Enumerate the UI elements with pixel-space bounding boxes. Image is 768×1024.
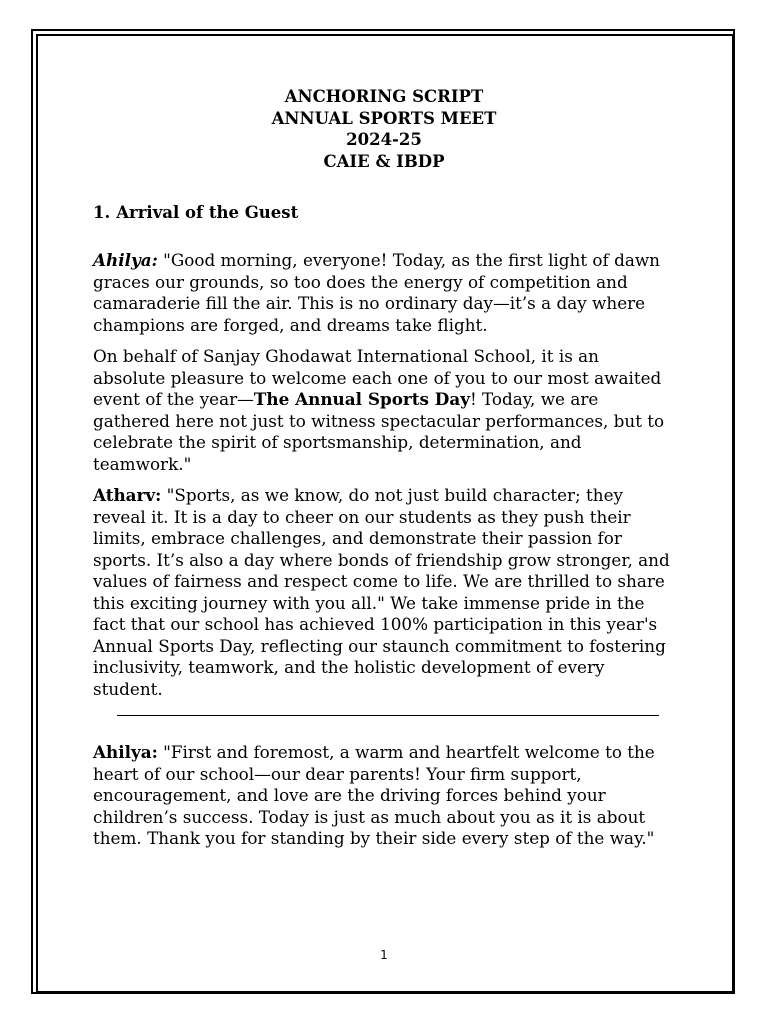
section-title: Arrival of the Guest [116, 203, 299, 222]
speaker-label: Ahilya: [93, 742, 158, 762]
document-header [93, 86, 675, 172]
speaker-label: Atharv: [93, 485, 162, 505]
event-name-bold: The Annual Sports Day [253, 389, 470, 409]
header-event: ANNUAL SPORTS MEET [271, 108, 497, 128]
paragraph-text: "First and foremost, a warm and heartfelt welcome to the heart of our school—our dear parents! Your firm support, encouragement, and love are the driving forces behind your children’s success. Today is just as much about you as it is about them. Thank you for standing by their side every step of the way." [93, 742, 655, 848]
document-page [93, 86, 675, 850]
header-board: CAIE & IBDP [323, 151, 445, 171]
paragraph-text: "Sports, as we know, do not just build character; they reveal it. It is a day to cheer on our students as they push their limits, embrace challenges, and demonstrate their passion for sports. It’s also a day where bonds of friendship grow stronger, and values of fairness and respect come to life. We are thrilled to share this exciting journey with you all." We take immense pride in the fact that our school has achieved 100% participation in this year's Annual Sports Day, reflecting our staunch commitment to fostering inclusivity, teamwork, and the holistic development of every student. [93, 485, 670, 699]
page-number: 1 [380, 948, 388, 962]
header-title: ANCHORING SCRIPT [284, 87, 484, 106]
paragraph-welcome-continued [93, 346, 675, 475]
section-heading [93, 202, 675, 224]
section-number: 1. [93, 203, 111, 222]
paragraph-atharv [93, 485, 675, 700]
header-year: 2024-25 [346, 130, 422, 149]
horizontal-divider [117, 715, 659, 716]
paragraph-ahilya-parents [93, 742, 675, 850]
speaker-label: Ahilya: [93, 250, 158, 270]
paragraph-text: "Good morning, everyone! Today, as the first light of dawn graces our grounds, so too does the energy of competition and camaraderie fill the air. This is no ordinary day—it’s a day where champions are forged, and dreams take flight. [93, 250, 660, 335]
paragraph-text: ! Today, we are gathered here not just to witness spectacular performances, but to celebrate the spirit of sportsmanship, determination, and teamwork." [93, 389, 665, 474]
paragraph-ahilya-welcome [93, 250, 675, 336]
paragraph-text: On behalf of Sanjay Ghodawat International School, it is an absolute pleasure to welcome each one of you to our most awaited event of the year— [93, 346, 662, 409]
